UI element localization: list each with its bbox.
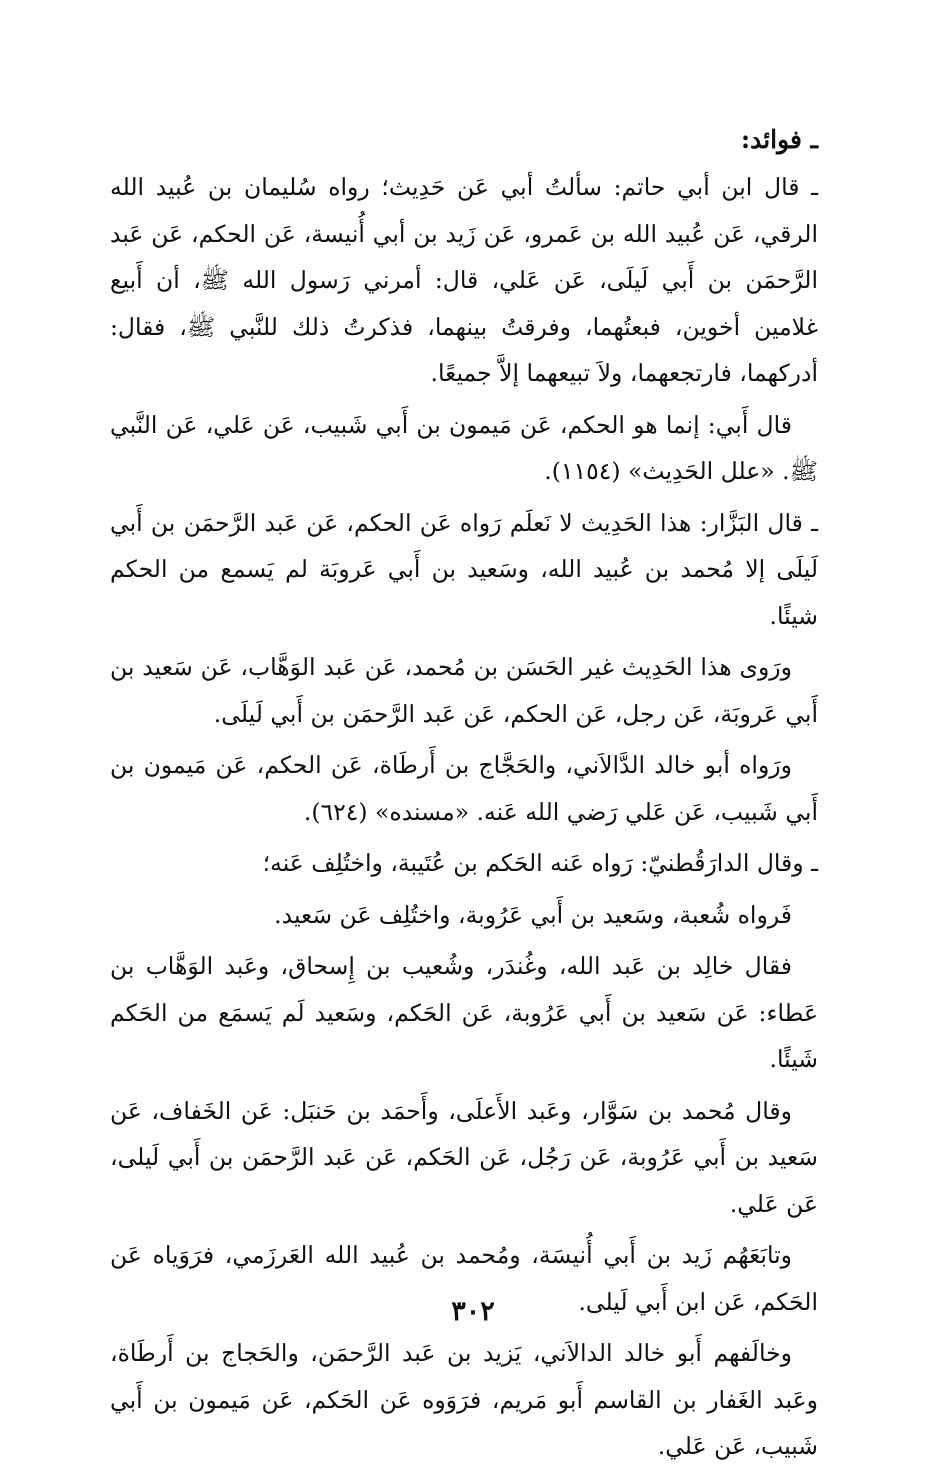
paragraph-ibn-abi-hatim: ـ قال ابن أبي حاتم: سألتُ أبي عَن حَدِيث؛ رواه سُليمان بن عُبيد الله الرقي، عَن عُبيد الله بن عَمرو، عَن زَيد بن أبي أُنيسة، عَن الحكم، عَن عَبد الرَّحمَن بن أَبي لَيلَى، عَن عَلي، قال: أمرني رَسول الله ﷺ، أن أَبيع غلامين أخوين، فبعتُهما، وفرقتُ بينهما، فذكرتُ ذلك للنَّبي ﷺ، فقال: أدركهما، فارتجعهما، ولاَ تبيعهما إلاَّ جميعًا. [110,173,818,387]
page-number: ٣٠٢ [451,1296,495,1327]
paragraph-abu-khalid-narration: ورَواه أبو خالد الدَّالاَني، والحَجَّاج بن أَرطَاة، عَن الحكم، عَن مَيمون بن أَبي شَبيب، عَن عَلي رَضي الله عَنه. «مسنده» (٦٢٤). [110,751,818,826]
paragraph-zayd-ibn-abi-unaysa: وتابَعَهُم زَيد بن أَبي أُنيسَة، ومُحمد بن عُبيد الله العَرزَمي، فرَوَياه عَن الحَكم، عَن ابن أَبي لَيلى. [110,1241,818,1316]
paragraph-muhammad-ibn-sawwar: وقال مُحمد بن سَوَّار، وعَبد الأَعلَى، وأَحمَد بن حَنبَل: عَن الخَفاف، عَن سَعيد بن أَبي عَرُوبة، عَن رَجُل، عَن الحَكم، عَن عَبد الرَّحمَن بن أَبي لَيلى، عَن عَلي. [110,1096,818,1218]
section-heading: ـ فوائد: [740,125,818,154]
paragraph-shuba: فَرواه شُعبة، وسَعيد بن أَبي عَرُوبة، واختُلِف عَن سَعيد. [274,900,792,929]
paragraph-bazzar: ـ قال البَزَّار: هذا الحَدِيث لا نَعلَم رَواه عَن الحكم، عَن عَبد الرَّحمَن بن أَبي لَيلَى إلا مُحمد بن عُبيد الله، وسَعيد بن أَبي عَروبَة لم يَسمع من الحكم شيئًا. [110,508,818,630]
paragraph-abi-comment: قال أَبي: إنما هو الحكم، عَن مَيمون بن أَبي شَبيب، عَن عَلي، عَن النَّبي ﷺ. «علل الحَدِيث» (١١٥٤). [110,410,818,485]
page-body [110,118,818,1475]
paragraph-daraqutni: ـ وقال الدارَقُطنيّ: رَواه عَنه الحَكم بن عُتَيبة، واختُلِف عَنه؛ [262,849,818,877]
paragraph-abu-khalid-dalani: وخالَفهم أَبو خالد الدالاَني، يَزيد بن عَبد الرَّحمَن، والحَجاج بن أَرطَاة، وعَبد الغَفار بن القاسم أَبو مَريم، فرَوَوه عَن الحَكم، عَن مَيمون بن أَبي شَبيب، عَن عَلي. [110,1339,818,1460]
paragraph-khalid-ibn-abdullah: فقال خالِد بن عَبد الله، وغُندَر، وشُعيب بن إِسحاق، وعَبد الوَهَّاب بن عَطاء: عَن سَعيد بن أَبي عَرُوبة، عَن الحَكم، وسَعيد لَم يَسمَع من الحَكم شَيئًا. [110,952,818,1073]
paragraph-hasan-narration: ورَوى هذا الحَدِيث غير الحَسَن بن مُحمد، عَن عَبد الوَهَّاب، عَن سَعيد بن أَبي عَروبَة، عَن رجل، عَن الحكم، عَن عَبد الرَّحمَن بن أَبي لَيلَى. [110,653,818,728]
